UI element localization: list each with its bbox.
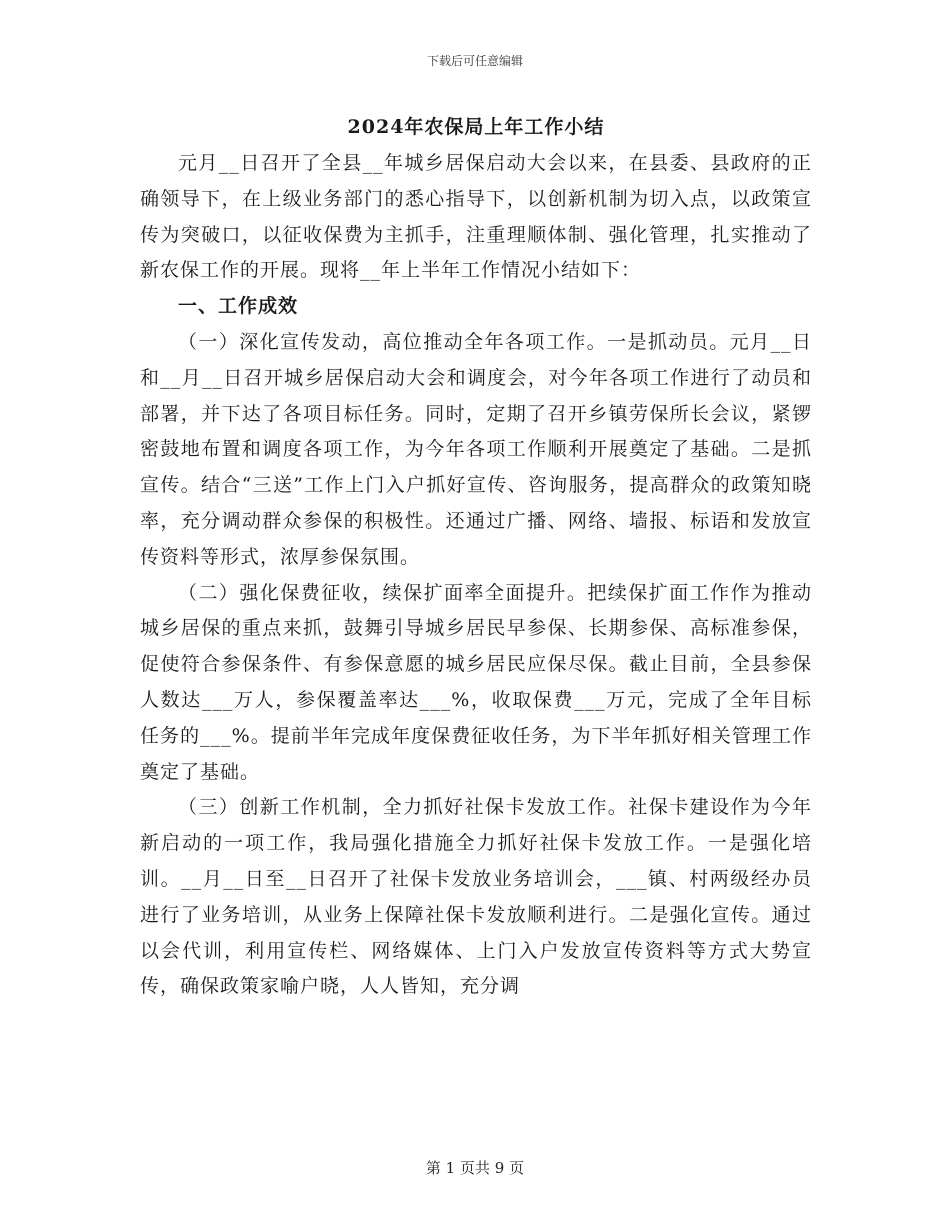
paragraph-1: （一）深化宣传发动，高位推动全年各项工作。一是抓动员。元月__日和__月__日召开城乡居保启动大会和调度会，对今年各项工作进行了动员和部署，并下达了各项目标任务。同时，定期了召开乡镇劳保所长会议，紧锣密鼓地布置和调度各项工作，为今年各项工作顺利开展奠定了基础。二是抓宣传。结合“三送”工作上门入户抓好宣传、咨询服务，提高群众的政策知晓率，充分调动群众参保的积极性。还通过广播、网络、墙报、标语和发放宣传资料等形式，浓厚参保氛围。 [140, 330, 812, 568]
intro-paragraph: 元月__日召开了全县__年城乡居保启动大会以来，在县委、县政府的正确领导下，在上级业务部门的悉心指导下，以创新机制为切入点，以政策宣传为突破口，以征收保费为主抓手，注重理顺体制、强化管理，扎实推动了新农保工作的开展。现将__年上半年工作情况小结如下： [140, 152, 812, 282]
page-header: 下载后可任意编辑 [426, 54, 523, 68]
document-body [140, 112, 812, 1005]
page-footer: 第 1 页共 9 页 [425, 1159, 525, 1177]
section-heading: 一、工作成效 [178, 295, 299, 318]
paragraph-3: （三）创新工作机制，全力抓好社保卡发放工作。社保卡建设作为今年新启动的一项工作，我局强化措施全力抓好社保卡发放工作。一是强化培训。__月__日至__日召开了社保卡发放业务培训会，___镇、村两级经办员进行了业务培训，从业务上保障社保卡发放顺利进行。二是强化宣传。通过以会代训，利用宣传栏、网络媒体、上门入户发放宣传资料等方式大势宣传，确保政策家喻户晓，人人皆知，充分调 [140, 796, 812, 998]
document-title: 2024年农保局上年工作小结 [347, 116, 605, 138]
paragraph-2: （二）强化保费征收，续保扩面率全面提升。把续保扩面工作作为推动城乡居保的重点来抓，鼓舞引导城乡居民早参保、长期参保、高标准参保，促使符合参保条件、有参保意愿的城乡居民应保尽保。截止目前，全县参保人数达___万人，参保覆盖率达___%，收取保费___万元，完成了全年目标任务的___%。提前半年完成年度保费征收任务，为下半年抓好相关管理工作奠定了基础。 [140, 581, 812, 783]
